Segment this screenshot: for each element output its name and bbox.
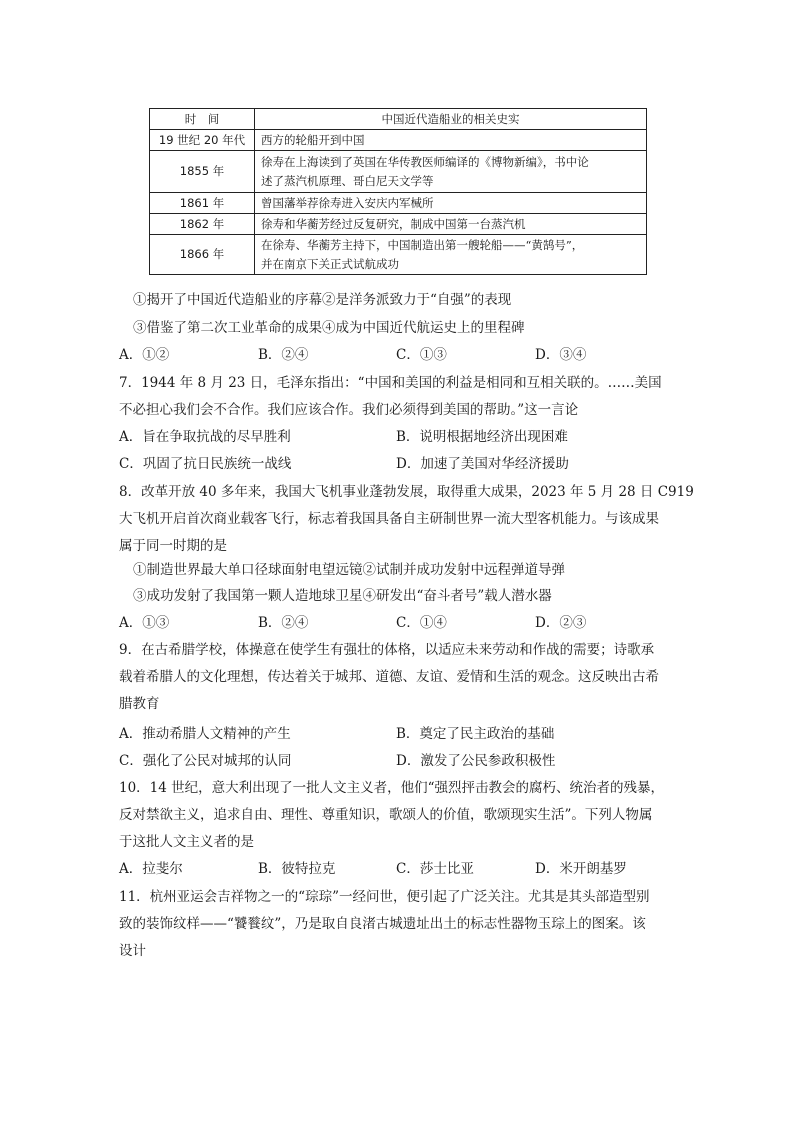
q10-stem-line: 反对禁欲主义，追求自由、理性、尊重知识，歌颂人的价值，歌颂现实生活”。下列人物属 (119, 807, 653, 823)
q6-option-c[interactable]: C．①③ (396, 347, 447, 363)
row-time: 1866 年 (150, 235, 255, 275)
q7-option-c[interactable]: C．巩固了抗日民族统一战线 (119, 456, 292, 472)
q9-stem-line: 9．在古希腊学校，体操意在使学生有强壮的体格，以适应未来劳动和作战的需要；诗歌承 (119, 642, 655, 658)
table-row (150, 235, 647, 275)
q7-option-a[interactable]: A．旨在争取抗战的尽早胜利 (119, 429, 291, 445)
row-fact (255, 235, 647, 275)
q7-stem-line: 不必担心我们会不合作。我们应该合作。我们必须得到美国的帮助。”这一言论 (119, 402, 579, 418)
q8-statement-line: ①制造世界最大单口径球面射电望远镜②试制并成功发射中远程弹道导弹 (133, 562, 565, 578)
q8-stem-line: 大飞机开启首次商业载客飞行，标志着我国具备自主研制世界一流大型客机能力。与该成果 (119, 511, 659, 527)
fact-line: 徐寿和华蘅芳经过反复研究，制成中国第一台蒸汽机 (261, 216, 526, 231)
row-time: 1862 年 (150, 214, 255, 235)
q7-stem-line: 7．1944 年 8 月 23 日，毛泽东指出：“中国和美国的利益是相同和互相关联的。……美国 (119, 375, 662, 391)
row-time: 1861 年 (150, 193, 255, 214)
q8-option-b[interactable]: B．②④ (258, 615, 309, 631)
q10-option-d[interactable]: D．米开朗基罗 (535, 861, 627, 877)
q9-option-c[interactable]: C．强化了公民对城邦的认同 (119, 753, 292, 769)
q9-option-b[interactable]: B．奠定了民主政治的基础 (396, 726, 555, 742)
row-time: 1855 年 (150, 151, 255, 193)
fact-line: 在徐寿、华蘅芳主持下，中国制造出第一艘轮船——“黄鹄号”， (261, 237, 584, 252)
q11-stem-line: 设计 (119, 943, 146, 959)
fact-line: 西方的轮船开到中国 (261, 132, 365, 147)
q10-option-b[interactable]: B．彼特拉克 (258, 861, 336, 877)
q9-option-a[interactable]: A．推动希腊人文精神的产生 (119, 726, 291, 742)
table-header-row (150, 109, 647, 130)
table-row (150, 214, 647, 235)
q10-option-a[interactable]: A．拉斐尔 (119, 861, 183, 877)
fact-line: 曾国藩举荐徐寿进入安庆内军械所 (261, 195, 434, 210)
row-fact (255, 151, 647, 193)
q8-option-a[interactable]: A．①③ (119, 615, 170, 631)
q6-option-b[interactable]: B．②④ (258, 347, 309, 363)
q6-option-d[interactable]: D．③④ (535, 347, 587, 363)
q8-option-d[interactable]: D．②③ (535, 615, 587, 631)
q11-stem-line: 11．杭州亚运会吉祥物之一的“琮琮”一经问世，便引起了广泛关注。尤其是其头部造型别 (119, 889, 650, 905)
q6-statement-line: ③借鉴了第二次工业革命的成果④成为中国近代航运史上的里程碑 (133, 320, 525, 336)
fact-line: 并在南京下关正式试航成功 (261, 256, 399, 271)
row-fact (255, 130, 647, 151)
q6-option-a[interactable]: A．①② (119, 347, 170, 363)
q8-option-c[interactable]: C．①④ (396, 615, 447, 631)
row-time: 19 世纪 20 年代 (150, 130, 255, 151)
fact-line: 徐寿在上海读到了英国在华传教医师编译的《博物新编》，书中论 (261, 154, 589, 169)
q9-stem-line: 载着希腊人的文化理想，传达着关于城邦、道德、友谊、爱情和生活的观念。这反映出古希 (119, 669, 659, 685)
table-row (150, 193, 647, 214)
q9-option-d[interactable]: D．激发了公民参政积极性 (396, 753, 556, 769)
q8-statement-line: ③成功发射了我国第一颗人造地球卫星④研发出“奋斗者号”载人潜水器 (133, 588, 552, 604)
q11-stem-line: 致的装饰纹样——“饕餮纹”，乃是取自良渚古城遗址出土的标志性器物玉琮上的图案。该 (119, 916, 646, 932)
table-row (150, 151, 647, 193)
column-header-time: 时 间 (150, 109, 255, 130)
fact-line: 述了蒸汽机原理、哥白尼天文学等 (261, 173, 434, 188)
row-fact (255, 214, 647, 235)
table-row (150, 130, 647, 151)
q10-stem-line: 10．14 世纪，意大利出现了一批人文主义者，他们“强烈抨击教会的腐朽、统治者的残暴， (119, 780, 665, 796)
q10-stem-line: 于这批人文主义者的是 (119, 834, 254, 850)
q7-option-b[interactable]: B．说明根据地经济出现困难 (396, 429, 568, 445)
row-fact (255, 193, 647, 214)
q8-stem-line: 属于同一时期的是 (119, 538, 227, 554)
q8-stem-line: 8．改革开放 40 多年来，我国大飞机事业蓬勃发展，取得重大成果，2023 年 5 月 28 日 C919 (119, 484, 694, 500)
shipbuilding-history-table (149, 108, 647, 275)
q9-stem-line: 腊教育 (119, 696, 160, 712)
column-header-facts: 中国近代造船业的相关史实 (255, 109, 647, 130)
q10-option-c[interactable]: C．莎士比亚 (396, 861, 474, 877)
q6-statement-line: ①揭开了中国近代造船业的序幕②是洋务派致力于“自强”的表现 (133, 292, 512, 308)
q7-option-d[interactable]: D．加速了美国对华经济援助 (396, 456, 569, 472)
